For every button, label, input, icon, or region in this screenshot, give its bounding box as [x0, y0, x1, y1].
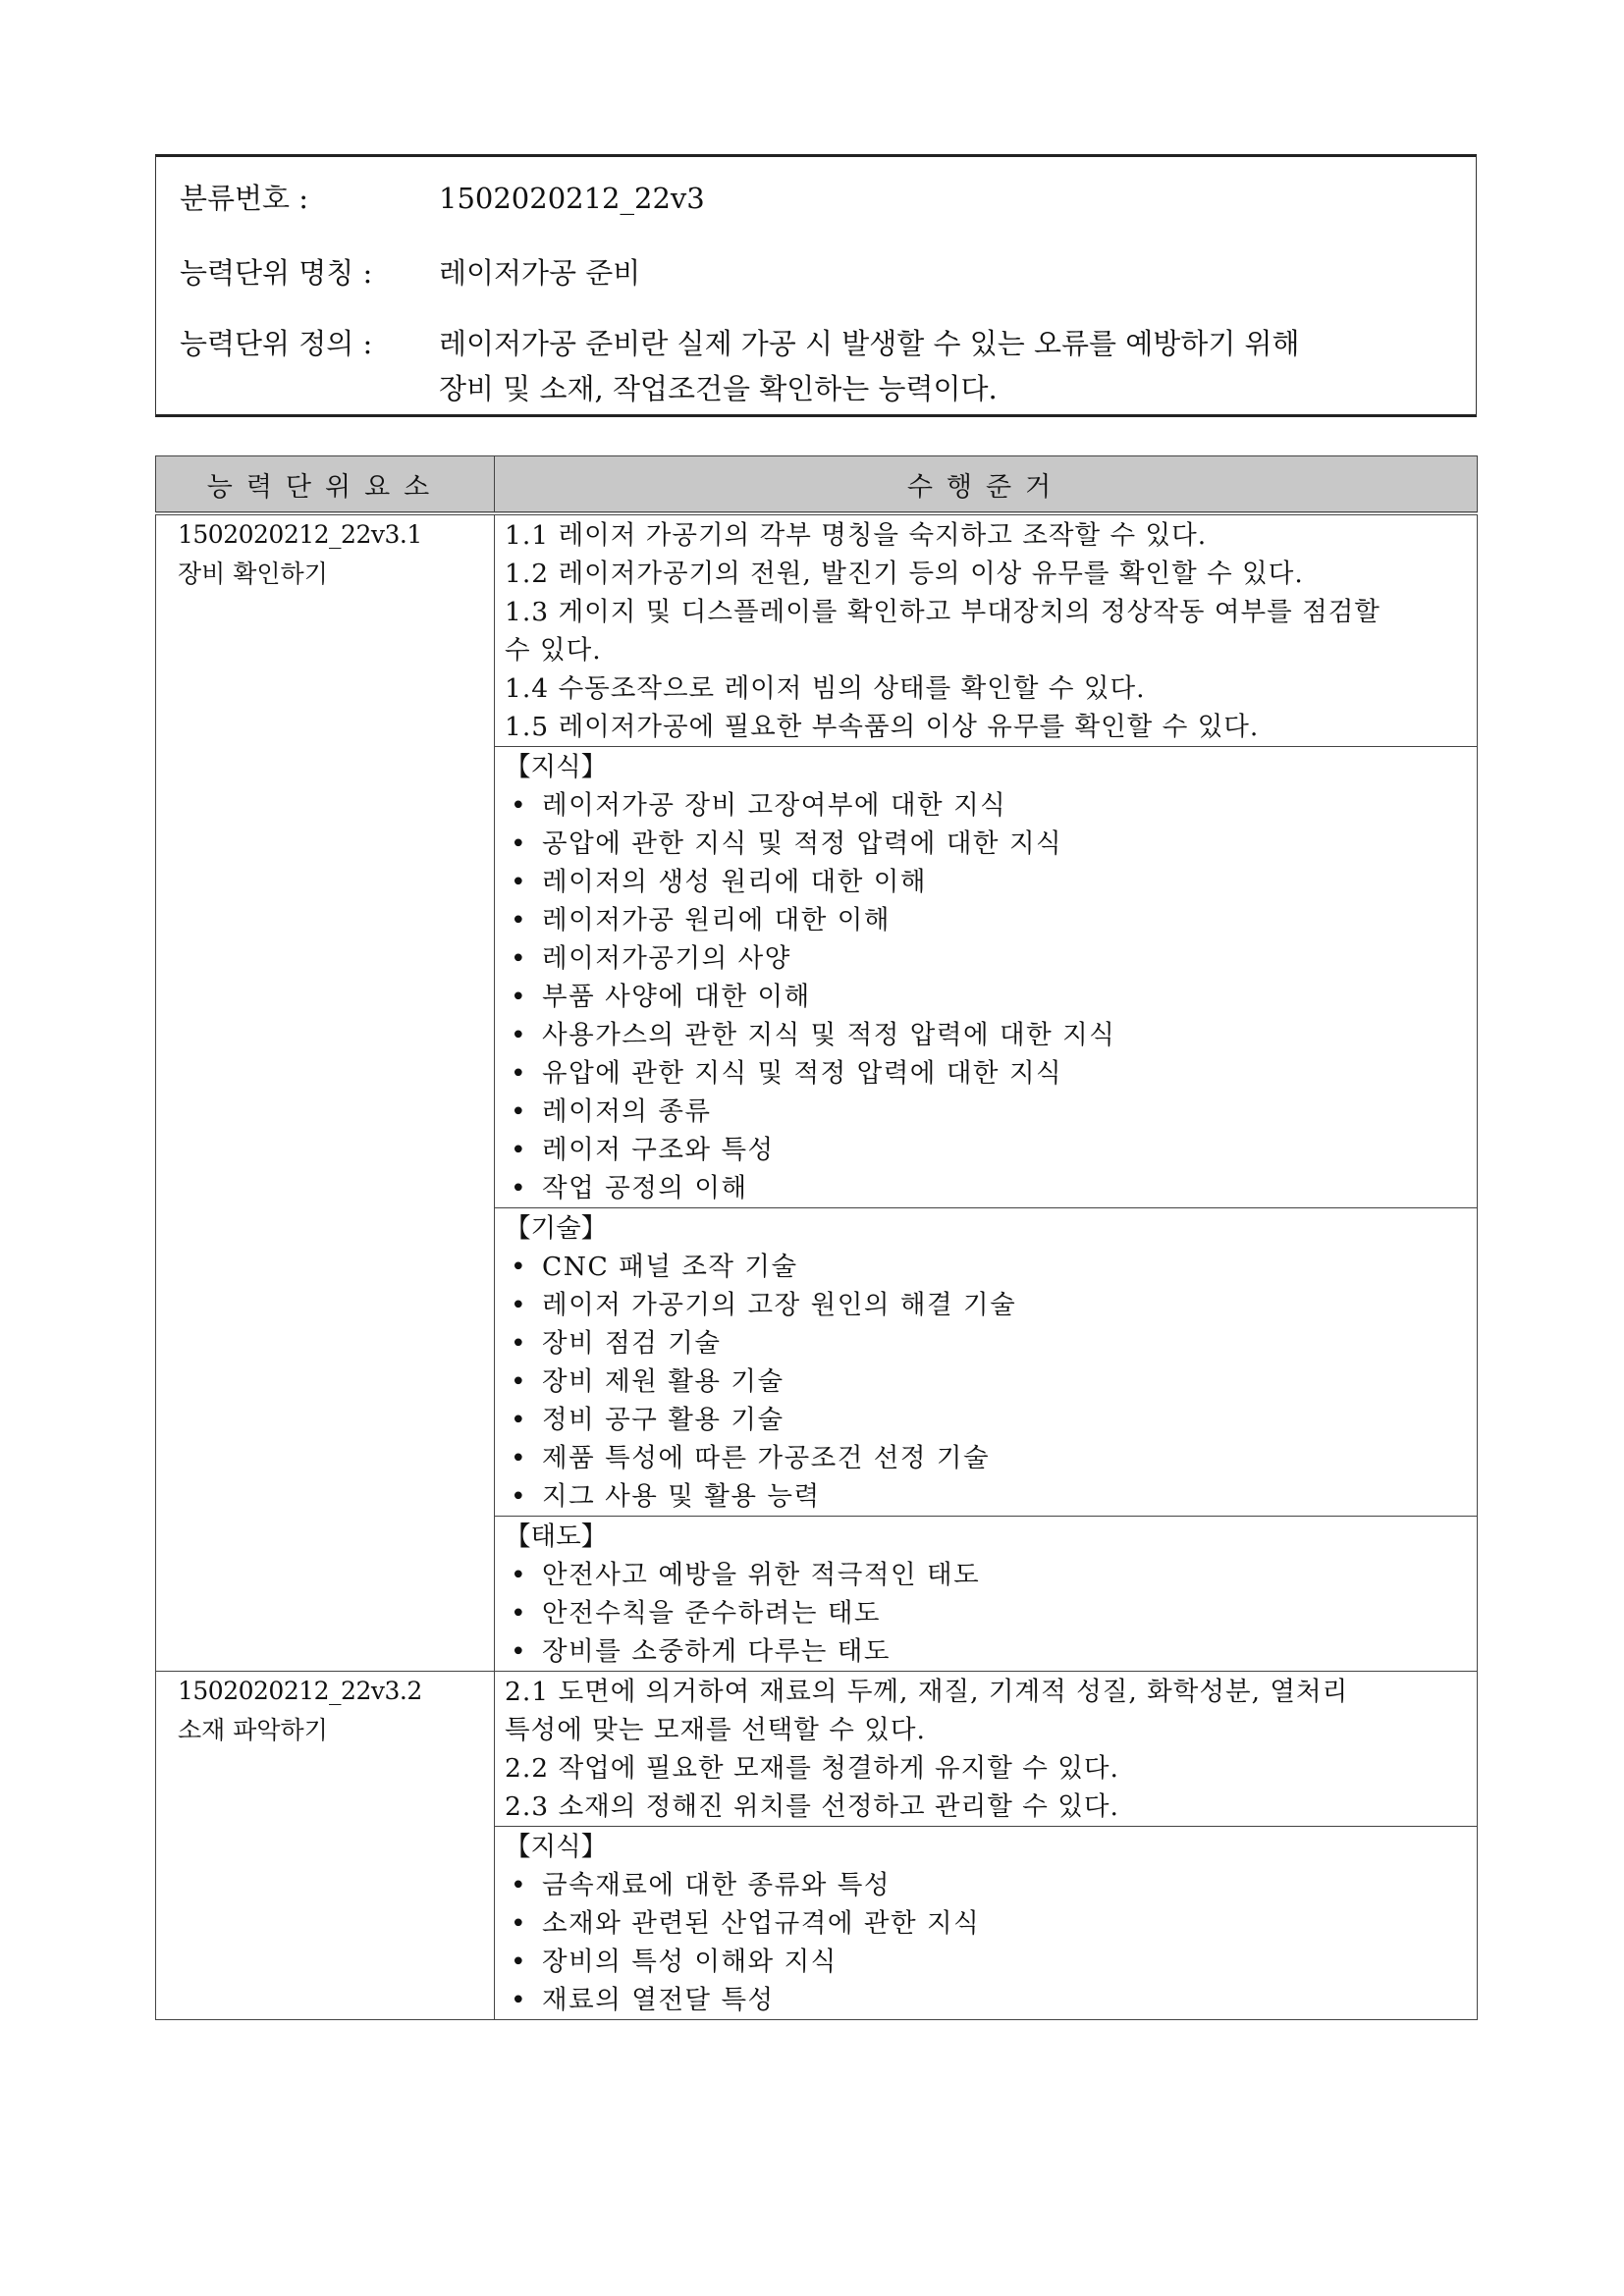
bullet-icon: •: [511, 1947, 528, 1977]
element-1-name: 장비 확인하기: [178, 560, 328, 588]
bullet-icon: •: [511, 790, 528, 821]
definition-line: 장비 및 소재, 작업조건을 확인하는 능력이다.: [439, 372, 998, 405]
criterion: 1.4 수동조작으로 레이저 빔의 상태를 확인할 수 있다.: [505, 673, 1146, 704]
bullet-icon: •: [511, 1870, 528, 1900]
element-1-knowledge: [495, 747, 1478, 1208]
unit-name-value: 레이저가공 준비: [439, 256, 641, 290]
bullet-icon: •: [511, 867, 528, 897]
element-2-criteria: [495, 1672, 1478, 1827]
element-2-knowledge: [495, 1827, 1478, 2020]
element-1-criteria-row: [156, 513, 1478, 747]
element-2-criteria-row: [156, 1672, 1478, 1827]
criterion: 1.2 레이저가공기의 전원, 발진기 등의 이상 유무를 확인할 수 있다.: [505, 559, 1304, 589]
bullet-icon: •: [511, 1173, 528, 1203]
criterion: 2.3 소재의 정해진 위치를 선정하고 관리할 수 있다.: [505, 1791, 1119, 1822]
bullet-icon: •: [511, 1290, 528, 1320]
list-item: • 레이저의 종류: [505, 1093, 1469, 1131]
element-1-code: 1502020212_22v3.1: [178, 520, 422, 549]
bullet-icon: •: [511, 1908, 528, 1939]
list-item: • 재료의 열전달 특성: [505, 1981, 1469, 2019]
bullet-icon: •: [511, 905, 528, 935]
list-item: • 레이저 구조와 특성: [505, 1131, 1469, 1169]
criterion: 1.5 레이저가공에 필요한 부속품의 이상 유무를 확인할 수 있다.: [505, 712, 1260, 742]
skill-title: 【기술】: [505, 1213, 608, 1244]
element-1-attitudes: [495, 1517, 1478, 1672]
bullet-icon: •: [511, 1560, 528, 1590]
bullet-icon: •: [511, 1020, 528, 1050]
list-item: • 안전수칙을 준수하려는 태도: [505, 1594, 1469, 1632]
list-item: • 안전사고 예방을 위한 적극적인 태도: [505, 1556, 1469, 1594]
unit-definition-label: 능력단위 정의 :: [180, 327, 373, 360]
bullet-icon: •: [511, 1096, 528, 1127]
bullet-icon: •: [511, 1252, 528, 1282]
list-item: • 공압에 관한 지식 및 적정 압력에 대한 지식: [505, 825, 1469, 863]
list-item: • 레이저가공 원리에 대한 이해: [505, 901, 1469, 939]
element-column-header: 능력단위요소: [156, 456, 495, 514]
list-item: • 지그 사용 및 활용 능력: [505, 1477, 1469, 1516]
unit-info-box: [155, 154, 1477, 417]
bullet-icon: •: [511, 982, 528, 1012]
list-item: • 금속재료에 대한 종류와 특성: [505, 1866, 1469, 1904]
knowledge-title: 【지식】: [505, 1832, 608, 1862]
bullet-icon: •: [511, 828, 528, 859]
list-item: • 사용가스의 관한 지식 및 적정 압력에 대한 지식: [505, 1016, 1469, 1054]
bullet-icon: •: [511, 1443, 528, 1473]
bullet-icon: •: [511, 943, 528, 974]
criterion: 2.2 작업에 필요한 모재를 청결하게 유지할 수 있다.: [505, 1753, 1119, 1784]
bullet-icon: •: [511, 1135, 528, 1165]
list-item: • 부품 사양에 대한 이해: [505, 978, 1469, 1016]
list-item: • 작업 공정의 이해: [505, 1169, 1469, 1207]
competency-table: [155, 455, 1478, 2020]
knowledge-title: 【지식】: [505, 752, 608, 782]
bullet-icon: •: [511, 1366, 528, 1397]
list-item: • 정비 공구 활용 기술: [505, 1401, 1469, 1439]
definition-line: 레이저가공 준비란 실제 가공 시 발생할 수 있는 오류를 예방하기 위해: [439, 327, 1300, 360]
list-item: • CNC 패널 조작 기술: [505, 1248, 1469, 1286]
list-item: • 장비 점검 기술: [505, 1324, 1469, 1362]
classification-value: 1502020212_22v3: [439, 182, 705, 215]
element-1-cell: [156, 513, 495, 1672]
list-item: • 레이저가공기의 사양: [505, 939, 1469, 978]
element-2-code: 1502020212_22v3.2: [178, 1677, 422, 1705]
criterion: 수 있다.: [505, 635, 602, 666]
bullet-icon: •: [511, 1481, 528, 1512]
attitude-title: 【태도】: [505, 1522, 608, 1552]
bullet-icon: •: [511, 1598, 528, 1629]
criterion: 1.1 레이저 가공기의 각부 명칭을 숙지하고 조작할 수 있다.: [505, 520, 1208, 551]
list-item: • 장비의 특성 이해와 지식: [505, 1943, 1469, 1981]
list-item: • 소재와 관련된 산업규격에 관한 지식: [505, 1904, 1469, 1943]
element-2-cell: [156, 1672, 495, 2020]
criterion: 2.1 도면에 의거하여 재료의 두께, 재질, 기계적 성질, 화학성분, 열처리: [505, 1677, 1349, 1707]
list-item: • 장비를 소중하게 다루는 태도: [505, 1632, 1469, 1671]
criterion: 특성에 맞는 모재를 선택할 수 있다.: [505, 1715, 926, 1745]
element-1-skills: [495, 1208, 1478, 1517]
bullet-icon: •: [511, 1636, 528, 1667]
list-item: • 유압에 관한 지식 및 적정 압력에 대한 지식: [505, 1054, 1469, 1093]
unit-definition-value: [439, 324, 1450, 408]
criterion: 1.3 게이지 및 디스플레이를 확인하고 부대장치의 정상작동 여부를 점검할: [505, 597, 1380, 627]
unit-name-label: 능력단위 명칭 :: [180, 256, 373, 290]
list-item: • 장비 제원 활용 기술: [505, 1362, 1469, 1401]
classification-label: 분류번호 :: [180, 182, 309, 215]
criteria-column-header: 수행준거: [495, 456, 1478, 514]
list-item: • 레이저 가공기의 고장 원인의 해결 기술: [505, 1286, 1469, 1324]
bullet-icon: •: [511, 1328, 528, 1359]
list-item: • 레이저의 생성 원리에 대한 이해: [505, 863, 1469, 901]
bullet-icon: •: [511, 1405, 528, 1435]
list-item: • 레이저가공 장비 고장여부에 대한 지식: [505, 786, 1469, 825]
bullet-icon: •: [511, 1985, 528, 2015]
element-2-name: 소재 파악하기: [178, 1716, 328, 1744]
bullet-icon: •: [511, 1058, 528, 1089]
list-item: • 제품 특성에 따른 가공조건 선정 기술: [505, 1439, 1469, 1477]
table-header-row: [156, 456, 1478, 514]
element-1-criteria: [495, 513, 1478, 747]
